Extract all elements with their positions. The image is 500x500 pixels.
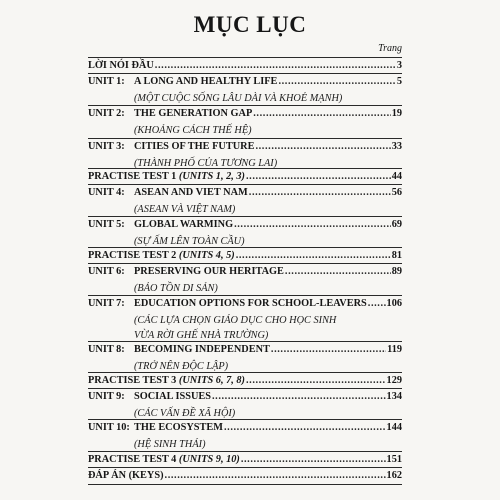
page-number: 119 [387,344,402,355]
row-divider [88,451,402,452]
page-number: 69 [391,219,402,230]
dot-leader [368,298,386,309]
row-divider [88,419,402,420]
toc-entry[interactable] [88,344,402,357]
entry-units: (UNITS 1, 2, 3) [176,171,245,182]
unit-number: UNIT 9: [88,391,125,402]
dot-leader [249,187,391,198]
entry-title: PRESERVING OUR HERITAGE [134,266,284,277]
unit-number: UNIT 8: [88,344,125,355]
toc-entry[interactable] [88,375,402,388]
dot-leader [278,76,395,87]
row-divider [88,263,402,264]
toc-entry[interactable] [88,60,402,73]
dot-leader [246,171,391,182]
row-divider [88,138,402,139]
entry-subtitle: (BẢO TỒN DI SẢN) [134,283,218,294]
dot-leader [155,60,396,71]
entry-subtitle: (TRỞ NÊN ĐỘC LẬP) [134,361,229,372]
entry-title: THE GENERATION GAP [134,108,253,119]
row-divider [88,73,402,74]
dot-leader [224,422,386,433]
entry-title: PRACTISE TEST 1 [88,171,177,182]
page-number: 44 [391,171,402,182]
entry-units: (UNITS 4, 5) [176,250,235,261]
entry-subtitle: (THÀNH PHỐ CỦA TƯƠNG LAI) [134,158,278,169]
page-number: 56 [391,187,402,198]
entry-subtitle: (MỘT CUỘC SỐNG LÂU DÀI VÀ KHOẺ MẠNH) [134,93,343,104]
row-divider [88,57,402,58]
row-divider [88,372,402,373]
entry-units: (UNITS 9, 10) [176,454,240,465]
row-divider [88,216,402,217]
entry-subtitle: (CÁC LỰA CHỌN GIÁO DỤC CHO HỌC SINH [134,315,337,326]
dot-leader [212,391,386,402]
row-divider [88,105,402,106]
toc-entry[interactable] [88,454,402,467]
entry-subtitle: (KHOẢNG CÁCH THẾ HỆ) [134,125,252,136]
entry-title: BECOMING INDEPENDENT [134,344,270,355]
toc-entry[interactable] [88,422,402,435]
row-divider [88,467,402,468]
row-divider [88,341,402,342]
entry-title: PRACTISE TEST 2 [88,250,177,261]
row-divider [88,184,402,185]
entry-title: LỜI NÓI ĐẦU [88,60,154,71]
unit-number: UNIT 4: [88,187,125,198]
entry-subtitle: (ASEAN VÀ VIỆT NAM) [134,204,236,215]
entry-title: ĐÁP ÁN (KEYS) [88,470,164,481]
row-divider [88,484,402,485]
toc-entry[interactable] [88,250,402,263]
dot-leader [253,108,390,119]
page-number: 33 [391,141,402,152]
dot-leader [165,470,386,481]
row-divider [88,388,402,389]
page-number: 106 [386,298,402,309]
unit-number: UNIT 3: [88,141,125,152]
page-number: 81 [391,250,402,261]
dot-leader [285,266,391,277]
dot-leader [236,250,391,261]
dot-leader [255,141,390,152]
entry-title: CITIES OF THE FUTURE [134,141,255,152]
row-divider [88,295,402,296]
entry-title: THE ECOSYSTEM [134,422,223,433]
toc-entry[interactable] [88,266,402,279]
page-number: 89 [391,266,402,277]
page-number: 129 [386,375,402,386]
dot-leader [234,219,391,230]
entry-title: PRACTISE TEST 4 [88,454,177,465]
page-number: 144 [386,422,402,433]
dot-leader [271,344,386,355]
entry-subtitle: (HỆ SINH THÁI) [134,439,206,450]
toc-entry[interactable] [88,298,402,311]
entry-title: EDUCATION OPTIONS FOR SCHOOL-LEAVERS [134,298,367,309]
row-divider [88,247,402,248]
dot-leader [241,454,386,465]
page-number: 5 [396,76,402,87]
toc-entry[interactable] [88,108,402,121]
page-number: 151 [386,454,402,465]
entry-title: SOCIAL ISSUES [134,391,211,402]
page-number: 162 [386,470,402,481]
entry-title: GLOBAL WARMING [134,219,234,230]
unit-number: UNIT 10: [88,422,130,433]
entry-units: (UNITS 6, 7, 8) [176,375,245,386]
page-number: 19 [391,108,402,119]
dot-leader [246,375,386,386]
toc-entry[interactable] [88,76,402,89]
unit-number: UNIT 6: [88,266,125,277]
toc-entry[interactable] [88,141,402,154]
unit-number: UNIT 1: [88,76,125,87]
entry-subtitle: (SỰ ẤM LÊN TOÀN CẦU) [134,236,245,247]
entry-subtitle: VỪA RỜI GHẾ NHÀ TRƯỜNG) [134,330,269,341]
toc-entry[interactable] [88,187,402,200]
entry-subtitle: (CÁC VẤN ĐỀ XÃ HỘI) [134,408,236,419]
page-title: MỤC LỤC [193,12,307,37]
unit-number: UNIT 2: [88,108,125,119]
row-divider [88,168,402,169]
entry-title: ASEAN AND VIET NAM [134,187,248,198]
toc-entry[interactable] [88,391,402,404]
page-number: 3 [396,60,402,71]
page-column-label: Trang [378,43,402,54]
toc-entry[interactable] [88,219,402,232]
toc-entry[interactable] [88,470,402,483]
unit-number: UNIT 5: [88,219,125,230]
toc-entry[interactable] [88,171,402,184]
unit-number: UNIT 7: [88,298,125,309]
entry-title: PRACTISE TEST 3 [88,375,177,386]
page-number: 134 [386,391,402,402]
entry-title: A LONG AND HEALTHY LIFE [134,76,278,87]
